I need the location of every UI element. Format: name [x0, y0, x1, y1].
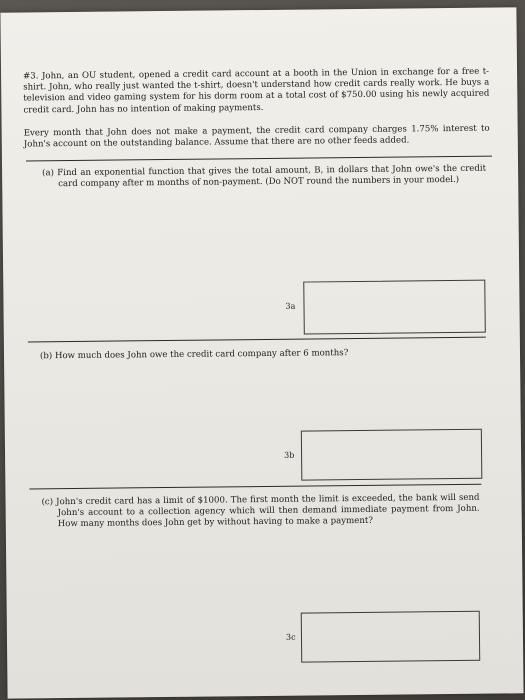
part-c [41, 493, 479, 531]
answer-box-3a[interactable] [303, 280, 486, 335]
answer-label-3c: 3c [285, 632, 296, 642]
answer-box-3b[interactable] [301, 429, 483, 481]
part-c-question: (c) John's credit card has a limit of $1000. The first month the limit is exceeded, the bank will send John's account to a collection agency which will then demand immediate payment from John. How many months does John get by without having to make a payment? [41, 492, 480, 530]
worksheet-page [0, 7, 523, 698]
section-divider-a [26, 156, 492, 162]
section-divider-b [28, 337, 486, 343]
problem-intro: #3. John, an OU student, opened a credit card account at a booth in the Union in exchange for a free t-shirt. John, who really just wanted the t-shirt, doesn't understand how credit cards really work. He buys a television and video gaming system for his dorm room at a total cost of $750.00 using his newly acquired credit card. John has no intention of making payments. [23, 66, 490, 116]
part-a [42, 164, 486, 191]
answer-label-3b: 3b [284, 450, 295, 460]
part-a-question: (a) Find an exponential function that gives the total amount, B, in dollars that John owe's the credit card company after m months of non-payment. (Do NOT round the numbers in your model.) [42, 163, 487, 190]
answer-label-3a: 3a [285, 301, 296, 311]
part-b-question: (b) How much does John owe the credit card company after 6 months? [39, 348, 349, 362]
answer-box-3c[interactable] [301, 611, 481, 663]
part-b [40, 347, 480, 363]
problem-condition: Every month that John does not make a payment, the credit card company charges 1.75% interest to John's account on the outstanding balance. Assume that there are no other feeds added. [23, 123, 490, 150]
section-divider-c [29, 484, 481, 490]
